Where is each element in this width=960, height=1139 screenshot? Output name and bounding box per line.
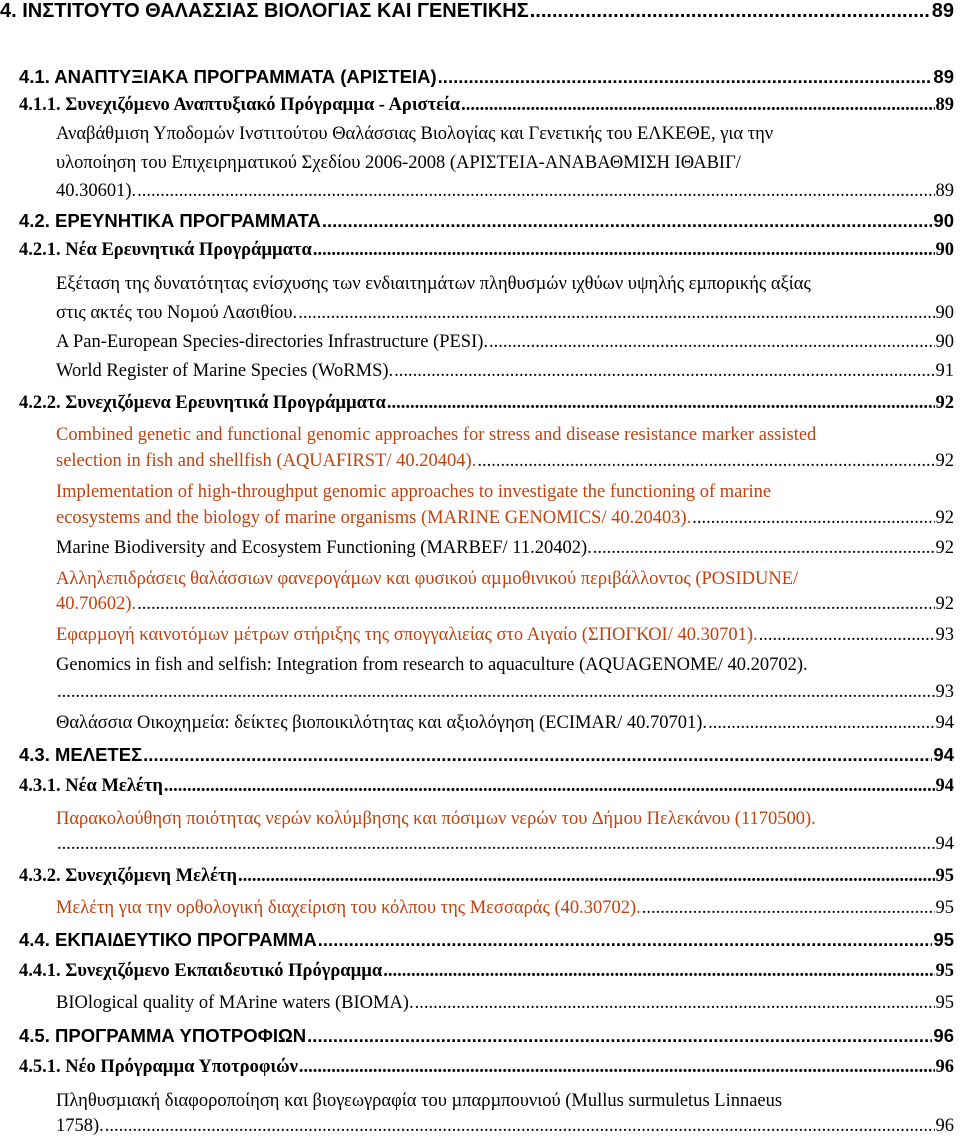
toc-page-number: 93 — [935, 625, 954, 645]
toc-entry-title: 4.1.1. Συνεχιζόµενο Αναπτυξιακό Πρόγραµµα - Αριστεία — [19, 95, 461, 115]
toc-page-number: 95 — [935, 898, 954, 918]
toc-entry-4-2-1[interactable] — [19, 240, 954, 261]
toc-page-number: 90 — [935, 332, 954, 352]
toc-entry-title-line[interactable]: Combined genetic and functional genomic approaches for stress and disease resistance marker assisted — [56, 425, 817, 445]
toc-entry-title: ecosystems and the biology of marine organisms (MARINE GENOMICS/ 40.20403). — [56, 508, 692, 528]
toc-leader-dots — [57, 682, 935, 703]
toc-entry-marbef[interactable] — [56, 538, 954, 559]
toc-page-number: 92 — [935, 508, 954, 528]
toc-entry-ithabig-upgrade[interactable] — [56, 181, 954, 202]
toc-entry-title: 4.5. ΠΡΟΓΡΑΜΜΑ ΥΠΟΤΡΟΦΙΩΝ — [19, 1025, 307, 1046]
toc-page-number: 92 — [935, 538, 954, 558]
toc-entry-lasithi-fish[interactable] — [56, 303, 954, 324]
toc-entry-title: 4.2. ΕΡΕΥΝΗΤΙΚΑ ΠΡΟΓΡΑΜΜΑΤΑ — [19, 210, 321, 231]
toc-entry-4-2[interactable] — [19, 210, 954, 232]
toc-entry-4-1-1[interactable] — [19, 95, 954, 116]
toc-entry-marine-genomics[interactable] — [56, 508, 954, 529]
toc-leader-dots — [322, 210, 933, 232]
toc-entry-title: 4.3.1. Νέα Μελέτη — [19, 776, 163, 796]
toc-entry-4-3-1[interactable] — [19, 776, 954, 797]
toc-leader-dots — [477, 451, 934, 472]
toc-leader-dots — [530, 0, 931, 23]
toc-entry-mullus[interactable] — [56, 1116, 954, 1137]
toc-entry-title: στις ακτές του Νοµού Λασιθίου. — [56, 303, 298, 323]
toc-entry-4-5[interactable] — [19, 1025, 954, 1047]
toc-leader-dots — [137, 594, 934, 615]
toc-entry-4-3[interactable] — [19, 744, 954, 766]
toc-entry-title: Θαλάσσια Οικοχηµεία: δείκτες βιοποικιλότητας και αξιολόγηση (ECIMAR/ 40.70701). — [56, 713, 708, 733]
toc-page-number: 92 — [935, 451, 954, 471]
toc-entry-title-line[interactable]: υλοποίηση του Επιχειρηµατικού Σχεδίου 2006-2008 (ΑΡΙΣΤΕΙΑ-ΑΝΑΒΑΘΜΙΣΗ ΙΘΑΒΙΓ/ — [56, 153, 741, 173]
toc-leader-dots — [383, 961, 934, 982]
toc-entry-title: Μελέτη για την ορθολογική διαχείριση του κόλπου της Μεσσαράς (40.30702). — [56, 898, 641, 918]
toc-entry-title: A Pan-European Species-directories Infrastructure (PESI). — [56, 332, 489, 352]
toc-entry-4-3-2[interactable] — [19, 866, 954, 887]
toc-page-number: 96 — [935, 1116, 954, 1136]
toc-entry-bioma[interactable] — [56, 993, 954, 1014]
toc-entry-pesi[interactable] — [56, 332, 954, 353]
toc-entry-4-2-2[interactable] — [19, 393, 954, 414]
toc-leader-dots — [238, 866, 934, 887]
toc-entry-title-line[interactable]: Πληθυσµιακή διαφοροποίηση και βιογεωγραφία του µπαρµπουνιού (Mullus surmuletus Linnaeus — [56, 1091, 783, 1111]
toc-entry-title-line[interactable]: Εξέταση της δυνατότητας ενίσχυσης των ενδιαιτηµάτων πληθυσµών ιχθύων υψηλής εµπορικής αξίας — [56, 274, 811, 294]
toc-page-number: 95 — [935, 866, 954, 886]
toc-entry-title-line[interactable]: Αλληλεπιδράσεις θαλάσσιων φανερογάµων και φυσικού αµµοθινικού περιβάλλοντος (POSIDUNE/ — [56, 569, 799, 589]
toc-leader-dots — [394, 361, 934, 382]
toc-page-number: 90 — [935, 303, 954, 323]
toc-entry-posidune[interactable] — [56, 594, 954, 615]
toc-page-number: 94 — [935, 713, 954, 733]
toc-leader-dots — [759, 625, 935, 646]
toc-leader-dots — [708, 713, 934, 734]
toc-entry-4-1[interactable] — [19, 66, 954, 88]
toc-entry-title-line[interactable]: Implementation of high-throughput genomic approaches to investigate the functioning of marine — [56, 482, 772, 502]
toc-page-number: 93 — [935, 682, 954, 702]
toc-entry-title: Εφαρµογή καινοτόµων µέτρων στήριξης της σπογγαλιείας στο Αιγαίο (ΣΠΟΓΚΟΙ/ 40.30701). — [56, 625, 758, 645]
toc-leader-dots — [313, 240, 935, 261]
toc-page-number: 94 — [933, 744, 954, 765]
toc-leader-dots — [642, 898, 935, 919]
toc-leader-dots — [387, 393, 935, 414]
toc-entry-aquagenome[interactable] — [56, 682, 954, 703]
toc-page-number: 95 — [935, 993, 954, 1013]
toc-entry-title: BIOlogical quality of MArine waters (BIOMA). — [56, 993, 414, 1013]
toc-page-number: 90 — [933, 210, 954, 231]
toc-entry-title: 4.5.1. Νέο Πρόγραµµα Υποτροφιών — [19, 1057, 298, 1077]
toc-leader-dots — [299, 1057, 935, 1078]
toc-entry-ecimar[interactable] — [56, 713, 954, 734]
toc-entry-messara[interactable] — [56, 898, 954, 919]
toc-entry-aquafirst[interactable] — [56, 451, 954, 472]
toc-page-number: 94 — [935, 776, 954, 796]
toc-page-number: 96 — [935, 1057, 954, 1077]
toc-entry-title: 4.2.2. Συνεχιζόµενα Ερευνητικά Προγράµµατα — [19, 393, 386, 413]
toc-leader-dots — [298, 303, 934, 324]
toc-page-number: 96 — [933, 1025, 954, 1046]
toc-leader-dots — [461, 95, 934, 116]
toc-entry-title: selection in fish and shellfish (AQUAFIRST/ 40.20404). — [56, 451, 477, 471]
toc-entry-title-line[interactable]: Genomics in fish and selfish: Integration from research to aquaculture (AQUAGENOME/ 40.20702). — [56, 655, 808, 675]
toc-leader-dots — [593, 538, 935, 559]
toc-entry-title: Marine Biodiversity and Ecosystem Functioning (MARBEF/ 11.20402). — [56, 538, 592, 558]
toc-leader-dots — [415, 993, 935, 1014]
toc-entry-chapter-4[interactable] — [0, 0, 954, 23]
toc-page-number: 95 — [935, 961, 954, 981]
toc-leader-dots — [318, 929, 933, 951]
toc-entry-title-line[interactable]: Παρακολούθηση ποιότητας νερών κολύµβησης και πόσιµων νερών του ∆ήµου Πελεκάνου (1170500). — [56, 809, 816, 829]
toc-page-number: 91 — [935, 361, 954, 381]
toc-entry-title: 4.1. ΑΝΑΠΤΥΞΙΑΚΑ ΠΡΟΓΡΑΜΜΑΤΑ (ΑΡΙΣΤΕΙΑ) — [19, 66, 437, 87]
toc-page-number: 92 — [935, 393, 954, 413]
toc-leader-dots — [137, 181, 934, 202]
toc-entry-4-4-1[interactable] — [19, 961, 954, 982]
toc-page-number: 94 — [935, 834, 954, 854]
toc-entry-title: 4.4.1. Συνεχιζόµενο Εκπαιδευτικό Πρόγραµµα — [19, 961, 383, 981]
toc-page-number: 89 — [935, 181, 954, 201]
toc-leader-dots — [57, 834, 935, 855]
toc-entry-pelekanos-water[interactable] — [56, 834, 954, 855]
toc-entry-title: 4.2.1. Νέα Ερευνητικά Προγράµµατα — [19, 240, 312, 260]
toc-entry-worms[interactable] — [56, 361, 954, 382]
toc-entry-title: 40.30601). — [56, 181, 137, 201]
toc-entry-title: 40.70602). — [56, 594, 137, 614]
toc-entry-spogkoi[interactable] — [56, 625, 954, 646]
toc-leader-dots — [692, 508, 934, 529]
toc-entry-4-4[interactable] — [19, 929, 954, 951]
toc-entry-title: World Register of Marine Species (WoRMS). — [56, 361, 394, 381]
toc-page-number: 89 — [931, 0, 954, 22]
toc-page-number: 90 — [935, 240, 954, 260]
toc-entry-title: 1758). — [56, 1116, 104, 1136]
toc-page-number: 95 — [933, 929, 954, 950]
toc-entry-title: 4.3.2. Συνεχιζόµενη Μελέτη — [19, 866, 238, 886]
toc-leader-dots — [164, 776, 935, 797]
toc-entry-title: 4. ΙΝΣΤΙΤΟΥΤΟ ΘΑΛΑΣΣΙΑΣ ΒΙΟΛΟΓΙΑΣ ΚΑΙ ΓΕΝΕΤΙΚΗΣ — [0, 0, 529, 22]
toc-leader-dots — [489, 332, 934, 353]
toc-entry-4-5-1[interactable] — [19, 1057, 954, 1078]
toc-leader-dots — [438, 66, 933, 88]
toc-leader-dots — [143, 744, 932, 766]
toc-page-number: 92 — [935, 594, 954, 614]
toc-entry-title: 4.4. ΕΚΠΑΙ∆ΕΥΤΙΚΟ ΠΡΟΓΡΑΜΜΑ — [19, 929, 317, 950]
toc-entry-title-line[interactable]: Αναβάθµιση Υποδοµών Ινστιτούτου Θαλάσσιας Βιολογίας και Γενετικής του ΕΛΚΕΘΕ, για την — [56, 124, 774, 144]
toc-leader-dots — [105, 1116, 935, 1137]
toc-page-number: 89 — [935, 95, 954, 115]
toc-entry-title: 4.3. ΜΕΛΕΤΕΣ — [19, 744, 143, 765]
toc-page-number: 89 — [933, 66, 954, 87]
toc-leader-dots — [307, 1025, 932, 1047]
